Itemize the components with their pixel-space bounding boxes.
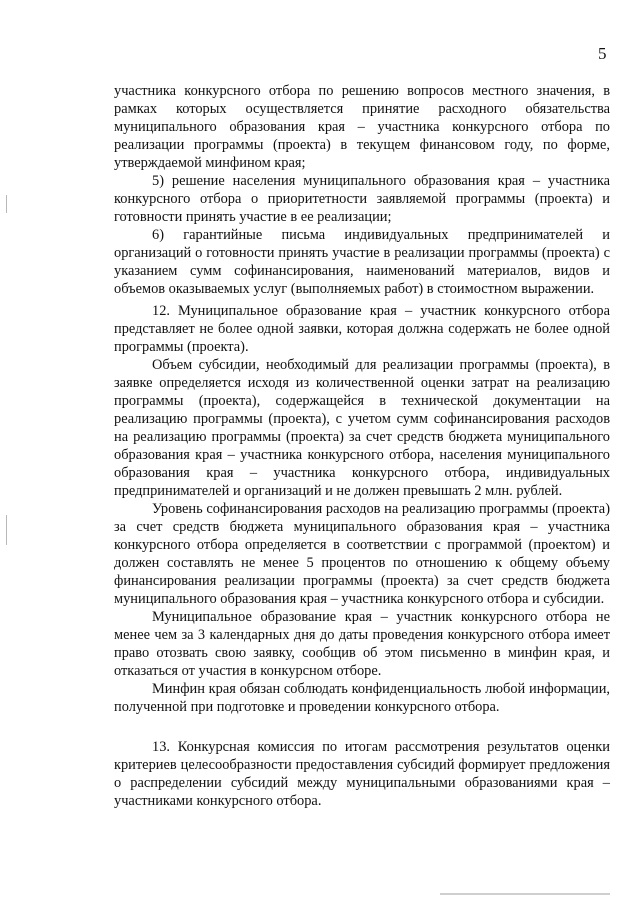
paragraph: участника конкурсного отбора по решению вопросов местного значения, в рамках которых осуществляется принятие расходного обязательства муниципального образования края – участника конкурсного отбора по реализации программы (проекта) в текущем финансовом году, по форме, утверждаемой минфином края; [114,83,610,171]
page-number: 5 [598,44,607,63]
paragraph-section-12: 12. Муниципальное образование края – участник конкурсного отбора представляет не более одной заявки, которая должна содержать не более одной программы (проекта). [114,303,610,355]
paragraph-cofinancing-level: Уровень софинансирования расходов на реализацию программы (проекта) за счет средств бюджета муниципального образования края – участника конкурсного отбора определяется в соответствии с программой (проектом) и должен составлять не менее 5 процентов по отношению к общему объему финансирования реализации программы (проекта) за счет средств бюджета муниципального образования края – участника конкурсного отбора и субсидии. [114,501,610,607]
paragraph-withdrawal-right: Муниципальное образование края – участник конкурсного отбора не менее чем за 3 календарных дня до даты проведения конкурсного отбора имеет право отозвать свою заявку, сообщив об этом письменно в минфин края, и отказаться от участия в конкурсном отборе. [114,609,610,679]
text-block-section-12 [114,302,610,716]
paragraph-item-6: 6) гарантийные письма индивидуальных предпринимателей и организаций о готовности принять участие в реализации программы (проекта) с указанием сумм софинансирования, наименований материалов, видов и объемов оказываемых услуг (выполняемых работ) в стоимостном выражении. [114,227,610,297]
text-block-section-13 [114,738,610,810]
paragraph-section-13: 13. Конкурсная комиссия по итогам рассмотрения результатов оценки критериев целесообразности предоставления субсидий формирует предложения о распределении субсидий между муниципальными образованиями края – участниками конкурсного отбора. [114,739,610,809]
paragraph-confidentiality: Минфин края обязан соблюдать конфиденциальность любой информации, полученной при подготовке и проведении конкурсного отбора. [114,681,610,715]
footer-scan-artifact [440,893,610,895]
scan-edge-mark [6,515,7,545]
text-block-continuation [114,82,610,298]
scan-edge-mark [6,195,7,213]
paragraph-subsidy-volume: Объем субсидии, необходимый для реализации программы (проекта), в заявке определяется исходя из количественной оценки затрат на реализацию программы (проекта), содержащейся в технической документации на реализацию программы (проекта), с учетом сумм софинансирования расходов на реализацию программы (проекта) за счет средств бюджета муниципального образования края – участника конкурсного отбора, населения муниципального образования края – участника конкурсного отбора, индивидуальных предпринимателей и организаций и не должен превышать 2 млн. рублей. [114,357,610,499]
paragraph-item-5: 5) решение населения муниципального образования края – участника конкурсного отбора о приоритетности заявляемой программы (проекта) и готовности принять участие в ее реализации; [114,173,610,225]
